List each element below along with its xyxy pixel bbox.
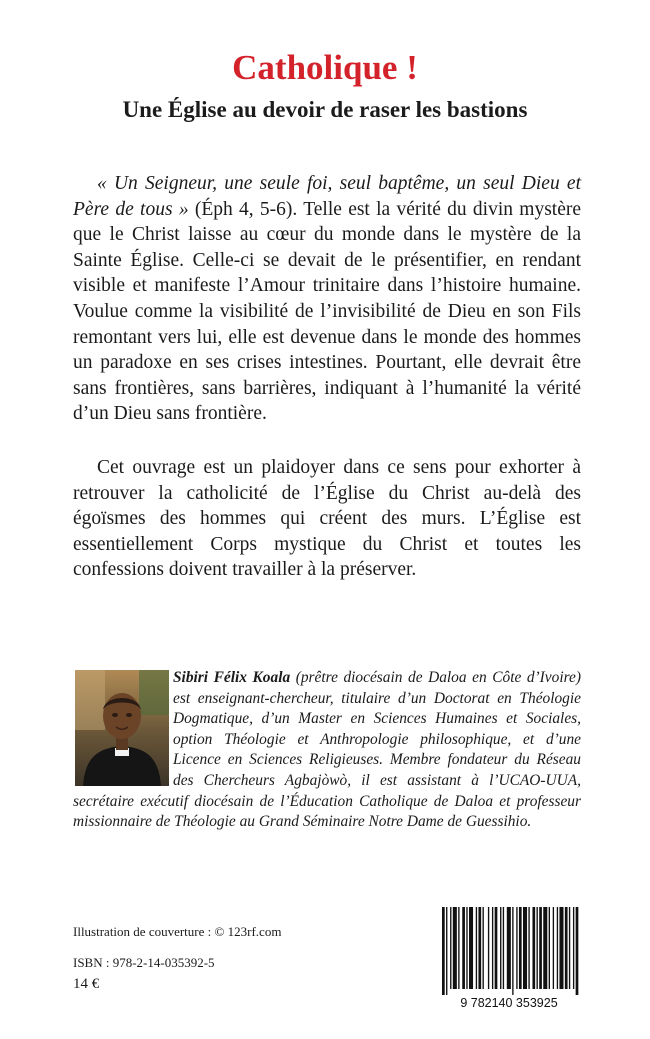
barcode-bar: [528, 907, 529, 989]
barcode-bar: [519, 907, 522, 989]
author-bio-text: (prêtre diocésain de Daloa en Côte d’Ivoire) est enseignant-chercheur, titulaire d’un Doctorat en Théologie Dogmatique, d’un Master en Sciences Humaines et Sociales, option Théologie et Anthropologie philosophique, et d’une Licence en Sciences Religieuses. Membre fondateur du Réseau des Chercheurs Agbajòwò, il est assistant à l’UCAO-UUA, secrétaire exécutif diocésain de l’Éducation Catholique de Daloa et professeur missionnaire de Théologie au Grand Séminaire Notre Dame de Guessihio.: [73, 669, 581, 831]
barcode-bar: [569, 907, 570, 989]
barcode-bar: [539, 907, 542, 989]
barcode-bar: [512, 907, 513, 995]
barcode-digits: 9 782140 353925: [460, 996, 558, 1010]
barcode-bar: [507, 907, 511, 989]
barcode-bar: [557, 907, 558, 989]
barcode-bar: [462, 907, 465, 989]
book-title: Catholique !: [232, 48, 418, 87]
summary-paragraph-2: Cet ouvrage est un plaidoyer dans ce sens pour exhorter à retrouver la catholicité de l’Église du Christ au-delà des égoïsmes des hommes qui créent des murs. L’Église est essentiellement Corps mystique du Christ et toutes les confessions doivent travailler à la préserver.: [73, 457, 581, 581]
barcode-bar: [450, 907, 451, 989]
barcode-bar: [492, 907, 493, 989]
author-name: Sibiri Félix Koala: [173, 669, 291, 686]
summary-paragraph-1: [73, 171, 581, 427]
isbn-number: ISBN : 978-2-14-035392-5: [73, 955, 215, 970]
barcode-bar: [553, 907, 554, 989]
barcode-bar: [500, 907, 501, 989]
barcode-bar: [483, 907, 484, 989]
barcode-bar: [549, 907, 550, 989]
author-biography: [73, 668, 581, 833]
barcode-bar: [573, 907, 574, 989]
barcode-bar: [503, 907, 504, 989]
summary-paragraph-1-text: (Éph 4, 5-6). Telle est la vérité du divin mystère que le Christ laisse au cœur du monde dans le mystère de la Sainte Église. Celle-ci se devait de le présentifier, en rendant visible et manifeste l’Amour trinitaire dans l’histoire humaine. Voulue comme la visibilité de l’invisibilité de Dieu en son Fils remontant vers lui, elle est devenue dans le monde des hommes un paradoxe en ses crises intestines. Pourtant, elle devrait être sans frontières, sans barrières, indiquant à l’humanité la vérité d’un Dieu sans frontière.: [73, 198, 582, 425]
barcode-bar: [523, 907, 527, 989]
barcode-bar: [476, 907, 477, 989]
barcode-bar: [516, 907, 517, 989]
barcode-bar: [532, 907, 535, 989]
barcode-bar: [495, 907, 498, 989]
barcode-bar: [442, 907, 445, 995]
barcode-bar: [478, 907, 481, 989]
barcode-bar: [559, 907, 563, 989]
barcode-bar: [537, 907, 538, 989]
barcode-bar: [488, 907, 489, 989]
illustration-credit: Illustration de couverture : © 123rf.com: [73, 924, 282, 939]
barcode-bar: [565, 907, 568, 989]
barcode-bar: [458, 907, 459, 989]
barcode-bar: [466, 907, 467, 989]
barcode-bar: [543, 907, 547, 989]
barcode: [430, 903, 588, 1011]
barcode-bar: [453, 907, 457, 989]
price: 14 €: [73, 976, 100, 992]
book-subtitle: Une Église au devoir de raser les bastions: [122, 97, 528, 122]
scripture-quote: « Un Seigneur, une seule foi, seul baptême, un seul Dieu et Père de tous »: [73, 173, 581, 220]
barcode-bar: [446, 907, 447, 995]
barcode-bar: [469, 907, 473, 989]
barcode-bar: [576, 907, 579, 995]
